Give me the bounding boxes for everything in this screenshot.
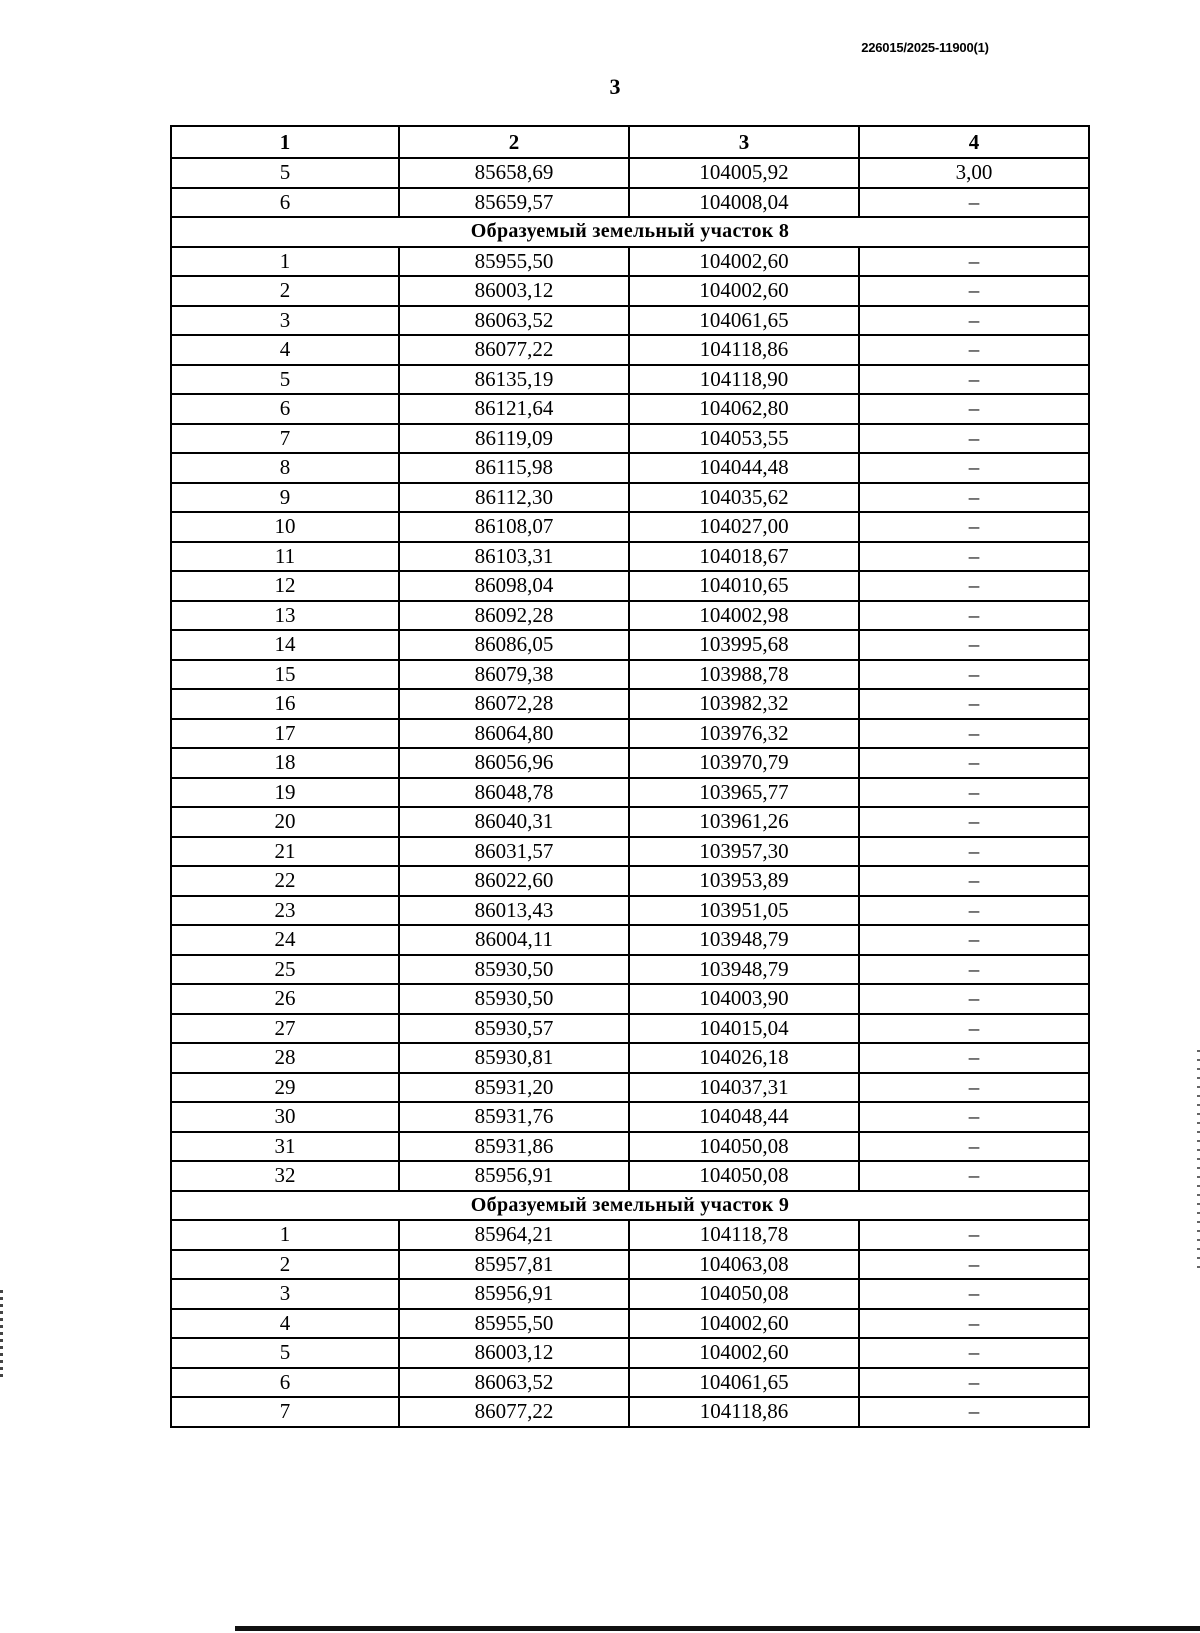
- table-row: [171, 1043, 1089, 1073]
- table-row: [171, 955, 1089, 985]
- value-cell: –: [859, 1220, 1089, 1250]
- table-row: [171, 719, 1089, 749]
- table-row: [171, 1338, 1089, 1368]
- point-number-cell: 4: [171, 1309, 399, 1339]
- point-number-cell: 31: [171, 1132, 399, 1162]
- point-number-cell: 6: [171, 188, 399, 218]
- point-number-cell: 8: [171, 453, 399, 483]
- point-number-cell: 19: [171, 778, 399, 808]
- x-coordinate-cell: 86072,28: [399, 689, 629, 719]
- x-coordinate-cell: 86063,52: [399, 306, 629, 336]
- y-coordinate-cell: 104015,04: [629, 1014, 859, 1044]
- x-coordinate-cell: 85955,50: [399, 1309, 629, 1339]
- point-number-cell: 3: [171, 1279, 399, 1309]
- point-number-cell: 17: [171, 719, 399, 749]
- table-row: [171, 571, 1089, 601]
- value-cell: –: [859, 601, 1089, 631]
- y-coordinate-cell: 104061,65: [629, 1368, 859, 1398]
- y-coordinate-cell: 104050,08: [629, 1279, 859, 1309]
- point-number-cell: 30: [171, 1102, 399, 1132]
- y-coordinate-cell: 104118,90: [629, 365, 859, 395]
- y-coordinate-cell: 103948,79: [629, 925, 859, 955]
- value-cell: –: [859, 1043, 1089, 1073]
- x-coordinate-cell: 85957,81: [399, 1250, 629, 1280]
- value-cell: –: [859, 335, 1089, 365]
- y-coordinate-cell: 103982,32: [629, 689, 859, 719]
- point-number-cell: 26: [171, 984, 399, 1014]
- x-coordinate-cell: 86031,57: [399, 837, 629, 867]
- y-coordinate-cell: 104002,60: [629, 1309, 859, 1339]
- point-number-cell: 1: [171, 1220, 399, 1250]
- point-number-cell: 29: [171, 1073, 399, 1103]
- point-number-cell: 3: [171, 306, 399, 336]
- value-cell: –: [859, 1102, 1089, 1132]
- x-coordinate-cell: 86079,38: [399, 660, 629, 690]
- point-number-cell: 12: [171, 571, 399, 601]
- y-coordinate-cell: 104008,04: [629, 188, 859, 218]
- point-number-cell: 6: [171, 1368, 399, 1398]
- y-coordinate-cell: 104002,60: [629, 247, 859, 277]
- y-coordinate-cell: 104037,31: [629, 1073, 859, 1103]
- x-coordinate-cell: 86135,19: [399, 365, 629, 395]
- table-row: [171, 1073, 1089, 1103]
- point-number-cell: 24: [171, 925, 399, 955]
- x-coordinate-cell: 85956,91: [399, 1161, 629, 1191]
- y-coordinate-cell: 103965,77: [629, 778, 859, 808]
- table-row: [171, 247, 1089, 277]
- y-coordinate-cell: 103970,79: [629, 748, 859, 778]
- y-coordinate-cell: 103948,79: [629, 955, 859, 985]
- table-header-row: [171, 126, 1089, 158]
- table-row: [171, 1132, 1089, 1162]
- table-row: [171, 1397, 1089, 1427]
- table-row: [171, 778, 1089, 808]
- y-coordinate-cell: 104026,18: [629, 1043, 859, 1073]
- x-coordinate-cell: 86048,78: [399, 778, 629, 808]
- section-title: Образуемый земельный участок 8: [171, 217, 1089, 247]
- x-coordinate-cell: 85931,76: [399, 1102, 629, 1132]
- x-coordinate-cell: 86119,09: [399, 424, 629, 454]
- value-cell: –: [859, 365, 1089, 395]
- y-coordinate-cell: 104010,65: [629, 571, 859, 601]
- value-cell: –: [859, 1279, 1089, 1309]
- point-number-cell: 2: [171, 276, 399, 306]
- value-cell: 3,00: [859, 158, 1089, 188]
- table-row: [171, 748, 1089, 778]
- point-number-cell: 22: [171, 866, 399, 896]
- point-number-cell: 6: [171, 394, 399, 424]
- document-number: 226015/2025-11900(1): [861, 40, 989, 55]
- x-coordinate-cell: 86064,80: [399, 719, 629, 749]
- scan-bottom-line: [235, 1626, 1200, 1631]
- table-row: [171, 1309, 1089, 1339]
- value-cell: –: [859, 1368, 1089, 1398]
- x-coordinate-cell: 85955,50: [399, 247, 629, 277]
- table-row: [171, 837, 1089, 867]
- column-header: 1: [171, 126, 399, 158]
- x-coordinate-cell: 86022,60: [399, 866, 629, 896]
- y-coordinate-cell: 103995,68: [629, 630, 859, 660]
- x-coordinate-cell: 86004,11: [399, 925, 629, 955]
- table-row: [171, 188, 1089, 218]
- value-cell: –: [859, 807, 1089, 837]
- table-row: [171, 453, 1089, 483]
- point-number-cell: 7: [171, 1397, 399, 1427]
- point-number-cell: 21: [171, 837, 399, 867]
- table-row: [171, 424, 1089, 454]
- point-number-cell: 28: [171, 1043, 399, 1073]
- y-coordinate-cell: 103951,05: [629, 896, 859, 926]
- value-cell: –: [859, 896, 1089, 926]
- value-cell: –: [859, 1161, 1089, 1191]
- point-number-cell: 11: [171, 542, 399, 572]
- y-coordinate-cell: 104044,48: [629, 453, 859, 483]
- y-coordinate-cell: 104118,78: [629, 1220, 859, 1250]
- value-cell: –: [859, 866, 1089, 896]
- table-row: [171, 925, 1089, 955]
- table-row: [171, 306, 1089, 336]
- value-cell: –: [859, 424, 1089, 454]
- y-coordinate-cell: 104048,44: [629, 1102, 859, 1132]
- value-cell: –: [859, 188, 1089, 218]
- y-coordinate-cell: 103988,78: [629, 660, 859, 690]
- y-coordinate-cell: 104035,62: [629, 483, 859, 513]
- y-coordinate-cell: 104063,08: [629, 1250, 859, 1280]
- x-coordinate-cell: 86077,22: [399, 335, 629, 365]
- point-number-cell: 15: [171, 660, 399, 690]
- table-row: [171, 483, 1089, 513]
- x-coordinate-cell: 86121,64: [399, 394, 629, 424]
- value-cell: –: [859, 1132, 1089, 1162]
- y-coordinate-cell: 103953,89: [629, 866, 859, 896]
- value-cell: –: [859, 925, 1089, 955]
- column-header: 2: [399, 126, 629, 158]
- x-coordinate-cell: 85930,57: [399, 1014, 629, 1044]
- table-row: [171, 365, 1089, 395]
- value-cell: –: [859, 483, 1089, 513]
- section-header-row: [171, 217, 1089, 247]
- y-coordinate-cell: 104118,86: [629, 1397, 859, 1427]
- x-coordinate-cell: 86098,04: [399, 571, 629, 601]
- table-row: [171, 1220, 1089, 1250]
- point-number-cell: 2: [171, 1250, 399, 1280]
- column-header: 4: [859, 126, 1089, 158]
- x-coordinate-cell: 85931,20: [399, 1073, 629, 1103]
- table-row: [171, 1161, 1089, 1191]
- table-row: [171, 689, 1089, 719]
- value-cell: –: [859, 394, 1089, 424]
- y-coordinate-cell: 104027,00: [629, 512, 859, 542]
- x-coordinate-cell: 85930,81: [399, 1043, 629, 1073]
- table-row: [171, 807, 1089, 837]
- value-cell: –: [859, 778, 1089, 808]
- y-coordinate-cell: 103961,26: [629, 807, 859, 837]
- x-coordinate-cell: 86003,12: [399, 276, 629, 306]
- y-coordinate-cell: 104005,92: [629, 158, 859, 188]
- value-cell: –: [859, 512, 1089, 542]
- y-coordinate-cell: 104050,08: [629, 1132, 859, 1162]
- point-number-cell: 16: [171, 689, 399, 719]
- value-cell: –: [859, 689, 1089, 719]
- value-cell: –: [859, 571, 1089, 601]
- value-cell: –: [859, 719, 1089, 749]
- y-coordinate-cell: 104061,65: [629, 306, 859, 336]
- x-coordinate-cell: 86013,43: [399, 896, 629, 926]
- point-number-cell: 32: [171, 1161, 399, 1191]
- value-cell: –: [859, 453, 1089, 483]
- x-coordinate-cell: 86086,05: [399, 630, 629, 660]
- table-row: [171, 630, 1089, 660]
- table-row: [171, 542, 1089, 572]
- x-coordinate-cell: 86003,12: [399, 1338, 629, 1368]
- section-title: Образуемый земельный участок 9: [171, 1191, 1089, 1221]
- x-coordinate-cell: 85930,50: [399, 955, 629, 985]
- x-coordinate-cell: 85931,86: [399, 1132, 629, 1162]
- x-coordinate-cell: 86103,31: [399, 542, 629, 572]
- point-number-cell: 13: [171, 601, 399, 631]
- table-row: [171, 1368, 1089, 1398]
- table-row: [171, 896, 1089, 926]
- point-number-cell: 27: [171, 1014, 399, 1044]
- value-cell: –: [859, 837, 1089, 867]
- point-number-cell: 4: [171, 335, 399, 365]
- value-cell: –: [859, 542, 1089, 572]
- table-row: [171, 276, 1089, 306]
- value-cell: –: [859, 276, 1089, 306]
- table-row: [171, 158, 1089, 188]
- table-row: [171, 866, 1089, 896]
- point-number-cell: 7: [171, 424, 399, 454]
- x-coordinate-cell: 85930,50: [399, 984, 629, 1014]
- y-coordinate-cell: 104062,80: [629, 394, 859, 424]
- x-coordinate-cell: 85964,21: [399, 1220, 629, 1250]
- x-coordinate-cell: 85658,69: [399, 158, 629, 188]
- section-header-row: [171, 1191, 1089, 1221]
- value-cell: –: [859, 955, 1089, 985]
- value-cell: –: [859, 984, 1089, 1014]
- column-header: 3: [629, 126, 859, 158]
- point-number-cell: 18: [171, 748, 399, 778]
- y-coordinate-cell: 104053,55: [629, 424, 859, 454]
- x-coordinate-cell: 86056,96: [399, 748, 629, 778]
- point-number-cell: 25: [171, 955, 399, 985]
- value-cell: –: [859, 748, 1089, 778]
- table-row: [171, 601, 1089, 631]
- x-coordinate-cell: 86092,28: [399, 601, 629, 631]
- table-row: [171, 984, 1089, 1014]
- value-cell: –: [859, 1250, 1089, 1280]
- value-cell: –: [859, 247, 1089, 277]
- scan-edge-marks: [0, 1290, 3, 1380]
- point-number-cell: 23: [171, 896, 399, 926]
- point-number-cell: 10: [171, 512, 399, 542]
- y-coordinate-cell: 104118,86: [629, 335, 859, 365]
- value-cell: –: [859, 1309, 1089, 1339]
- table-body: [171, 158, 1089, 1427]
- y-coordinate-cell: 104002,60: [629, 276, 859, 306]
- value-cell: –: [859, 660, 1089, 690]
- y-coordinate-cell: 104003,90: [629, 984, 859, 1014]
- value-cell: –: [859, 1338, 1089, 1368]
- coordinates-table: [170, 125, 1090, 1428]
- y-coordinate-cell: 103976,32: [629, 719, 859, 749]
- x-coordinate-cell: 86115,98: [399, 453, 629, 483]
- y-coordinate-cell: 104050,08: [629, 1161, 859, 1191]
- x-coordinate-cell: 85956,91: [399, 1279, 629, 1309]
- point-number-cell: 1: [171, 247, 399, 277]
- table-row: [171, 1250, 1089, 1280]
- x-coordinate-cell: 85659,57: [399, 188, 629, 218]
- y-coordinate-cell: 104002,98: [629, 601, 859, 631]
- point-number-cell: 5: [171, 365, 399, 395]
- table-row: [171, 660, 1089, 690]
- table-row: [171, 1279, 1089, 1309]
- value-cell: –: [859, 630, 1089, 660]
- x-coordinate-cell: 86108,07: [399, 512, 629, 542]
- value-cell: –: [859, 1397, 1089, 1427]
- value-cell: –: [859, 1073, 1089, 1103]
- x-coordinate-cell: 86040,31: [399, 807, 629, 837]
- table-row: [171, 1014, 1089, 1044]
- table-row: [171, 1102, 1089, 1132]
- value-cell: –: [859, 1014, 1089, 1044]
- x-coordinate-cell: 86077,22: [399, 1397, 629, 1427]
- table-row: [171, 394, 1089, 424]
- table-row: [171, 512, 1089, 542]
- x-coordinate-cell: 86112,30: [399, 483, 629, 513]
- point-number-cell: 5: [171, 1338, 399, 1368]
- point-number-cell: 9: [171, 483, 399, 513]
- table-row: [171, 335, 1089, 365]
- value-cell: –: [859, 306, 1089, 336]
- y-coordinate-cell: 104018,67: [629, 542, 859, 572]
- x-coordinate-cell: 86063,52: [399, 1368, 629, 1398]
- point-number-cell: 5: [171, 158, 399, 188]
- y-coordinate-cell: 104002,60: [629, 1338, 859, 1368]
- page-number: 3: [609, 74, 621, 99]
- y-coordinate-cell: 103957,30: [629, 837, 859, 867]
- point-number-cell: 20: [171, 807, 399, 837]
- point-number-cell: 14: [171, 630, 399, 660]
